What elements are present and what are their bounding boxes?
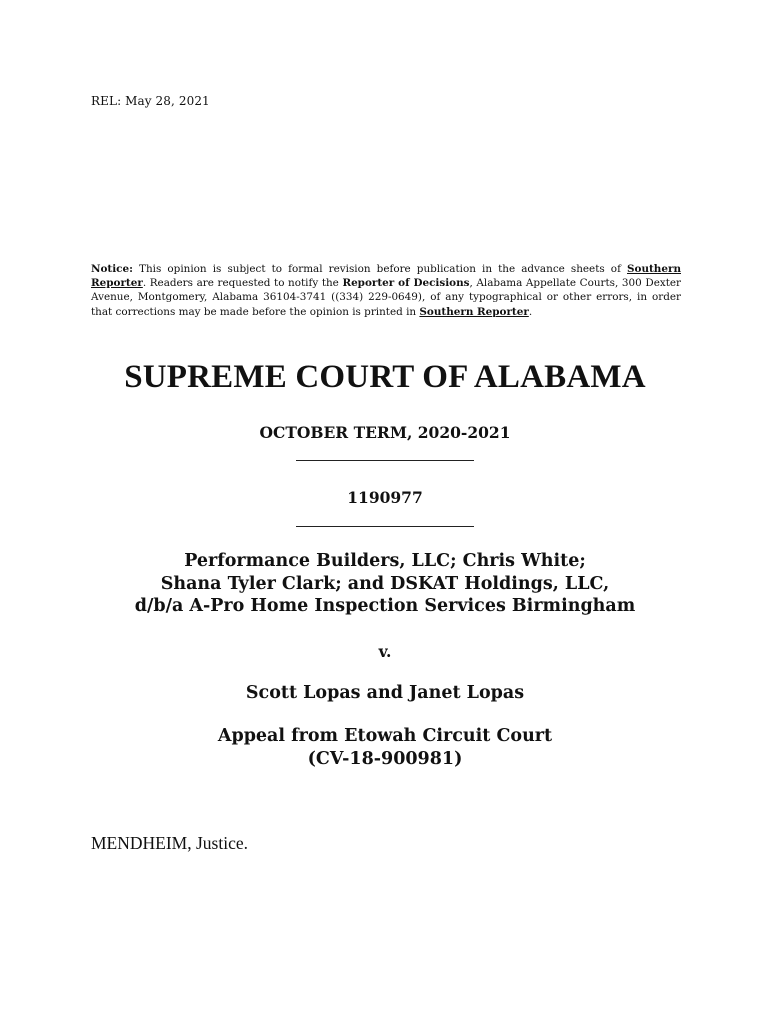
appeal-info: [0, 725, 770, 770]
appellees: Scott Lopas and Janet Lopas: [245, 683, 525, 703]
southern-reporter-ref-1: Southern Reporter: [91, 263, 681, 290]
southern-reporter-ref-2: Southern Reporter: [419, 305, 529, 318]
reporter-of-decisions: Reporter of Decisions: [342, 277, 470, 290]
notice-text-1: This opinion is subject to formal revision before publication in the advance sheets of: [132, 263, 628, 275]
court-name: SUPREME COURT OF ALABAMA: [124, 359, 646, 395]
docket-number: 1190977: [347, 488, 423, 507]
appellants: [0, 550, 770, 618]
appellants-line-3: d/b/a A-Pro Home Inspection Services Birmingham: [134, 596, 636, 616]
appeal-court: Appeal from Etowah Circuit Court: [217, 726, 553, 746]
court-term: OCTOBER TERM, 2020-2021: [259, 423, 511, 442]
notice-text-4: .: [528, 305, 533, 318]
versus: v.: [378, 642, 392, 661]
appellants-line-1: Performance Builders, LLC; Chris White;: [184, 551, 586, 571]
notice-paragraph: [91, 262, 681, 319]
case-number: (CV-18-900981): [307, 748, 463, 769]
release-date: REL: May 28, 2021: [91, 94, 210, 108]
notice-label: Notice:: [91, 263, 133, 275]
opinion-author: MENDHEIM, Justice.: [91, 833, 248, 853]
divider-rule-top: [296, 460, 474, 461]
divider-rule-bottom: [296, 526, 474, 527]
appellants-line-2: Shana Tyler Clark; and DSKAT Holdings, LLC,: [160, 573, 610, 594]
notice-text-3: , Alabama Appellate Courts, 300 Dexter Avenue, Montgomery, Alabama 36104-3741 ((334) 229-0649), of any typographical or other errors, in order that corrections may be made before the opinion is printed in: [91, 277, 681, 318]
notice-text-2: . Readers are requested to notify the: [142, 277, 343, 290]
